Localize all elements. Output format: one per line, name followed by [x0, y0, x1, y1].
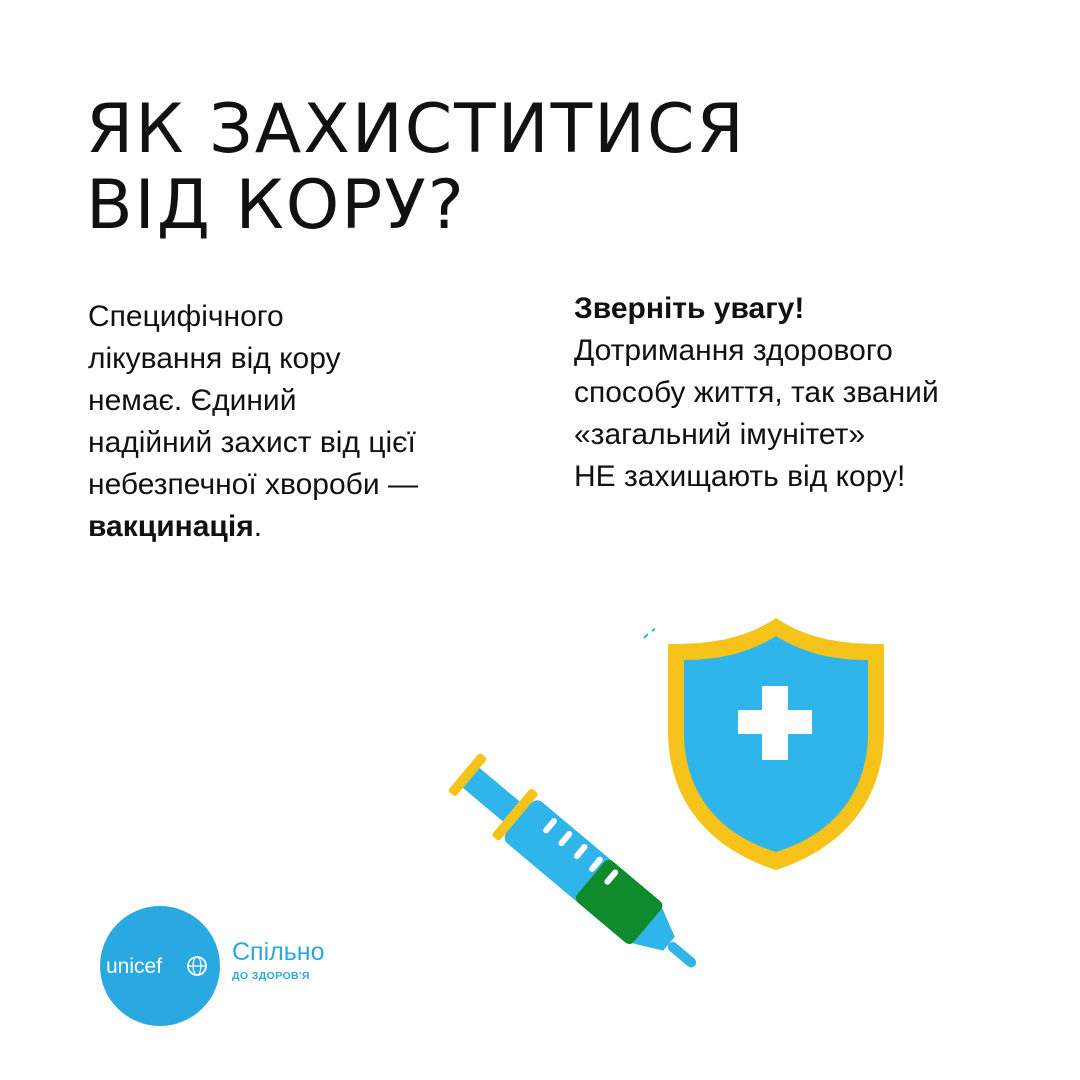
title-line-2: ВІД КОРУ?: [86, 166, 466, 245]
unicef-logo: [76, 886, 236, 1046]
syringe-icon: [444, 748, 715, 990]
title-line-1: ЯК ЗАХИСТИТИСЯ: [86, 90, 746, 169]
vaccination-paragraph: [88, 296, 528, 548]
vaccination-keyword: вакцинація: [88, 510, 254, 543]
right-line-4: НЕ захищають від кору!: [574, 460, 906, 493]
sparkle-marks: [644, 629, 655, 638]
attention-paragraph: [574, 288, 1064, 498]
left-line-4: надійний захист від цієї: [88, 426, 416, 459]
vaccine-illustration: [440, 600, 900, 990]
left-line-6: [88, 506, 528, 548]
program-brand: [232, 938, 324, 983]
left-line-1: Специфічного: [88, 300, 284, 333]
period: .: [253, 510, 263, 543]
attention-heading: Зверніть увагу!: [574, 292, 805, 325]
right-line-2: способу життя, так званий: [574, 376, 939, 409]
left-line-5: небезпечної хвороби —: [88, 468, 418, 501]
right-line-1: Дотримання здорового: [574, 334, 893, 367]
brand-main-text: Спільно: [232, 938, 325, 966]
brand-sub-text: ДО ЗДОРОВ'Я: [232, 970, 310, 982]
right-line-3: «загальний імунітет»: [574, 418, 866, 451]
left-line-3: немає. Єдиний: [88, 384, 297, 417]
shield-cross-icon: [668, 618, 884, 870]
page-title: [86, 92, 986, 244]
unicef-wordmark: unicef: [106, 955, 163, 978]
left-line-2: лікування від кору: [88, 342, 341, 375]
